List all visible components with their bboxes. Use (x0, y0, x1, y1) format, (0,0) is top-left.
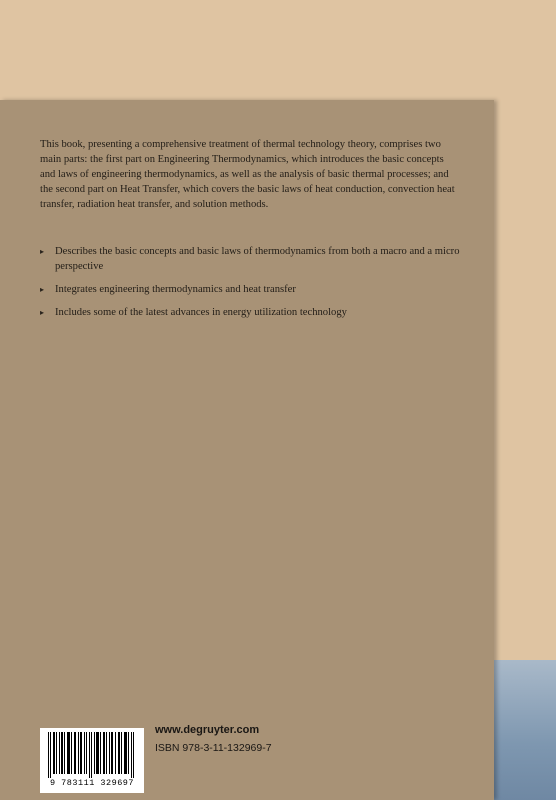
triangle-right-icon: ▸ (40, 247, 45, 256)
list-item (40, 282, 460, 297)
list-item-text: Describes the basic concepts and basic laws of thermodynamics from both a macro and a micro perspective (55, 246, 460, 272)
feature-list (40, 244, 460, 328)
book-description: This book, presenting a comprehensive treatment of thermal technology theory, comprises two main parts: the first part on Engineering Thermodynamics, which introduces the basic concepts and laws of engineering thermodynamics, as well as the analysis of basic thermal processes; and the second part on Heat Transfer, which covers the basic laws of heat conduction, convection heat transfer, radiation heat transfer, and solution methods. (40, 139, 455, 210)
publisher-url: www.degruyter.com (155, 724, 260, 736)
triangle-right-icon: ▸ (40, 285, 45, 294)
isbn-number: ISBN 978-3-11-132969-7 (155, 742, 272, 754)
isbn-barcode (40, 728, 144, 793)
list-item (40, 244, 460, 274)
barcode-bars (44, 732, 140, 778)
list-item (40, 305, 460, 320)
list-item-text: Integrates engineering thermodynamics and heat transfer (55, 284, 296, 295)
background-blue-area (490, 660, 556, 800)
barcode-number: 9 783111 329697 (49, 778, 134, 788)
triangle-right-icon: ▸ (40, 308, 45, 317)
list-item-text: Includes some of the latest advances in energy utilization technology (55, 307, 347, 318)
book-back-cover (0, 100, 494, 800)
